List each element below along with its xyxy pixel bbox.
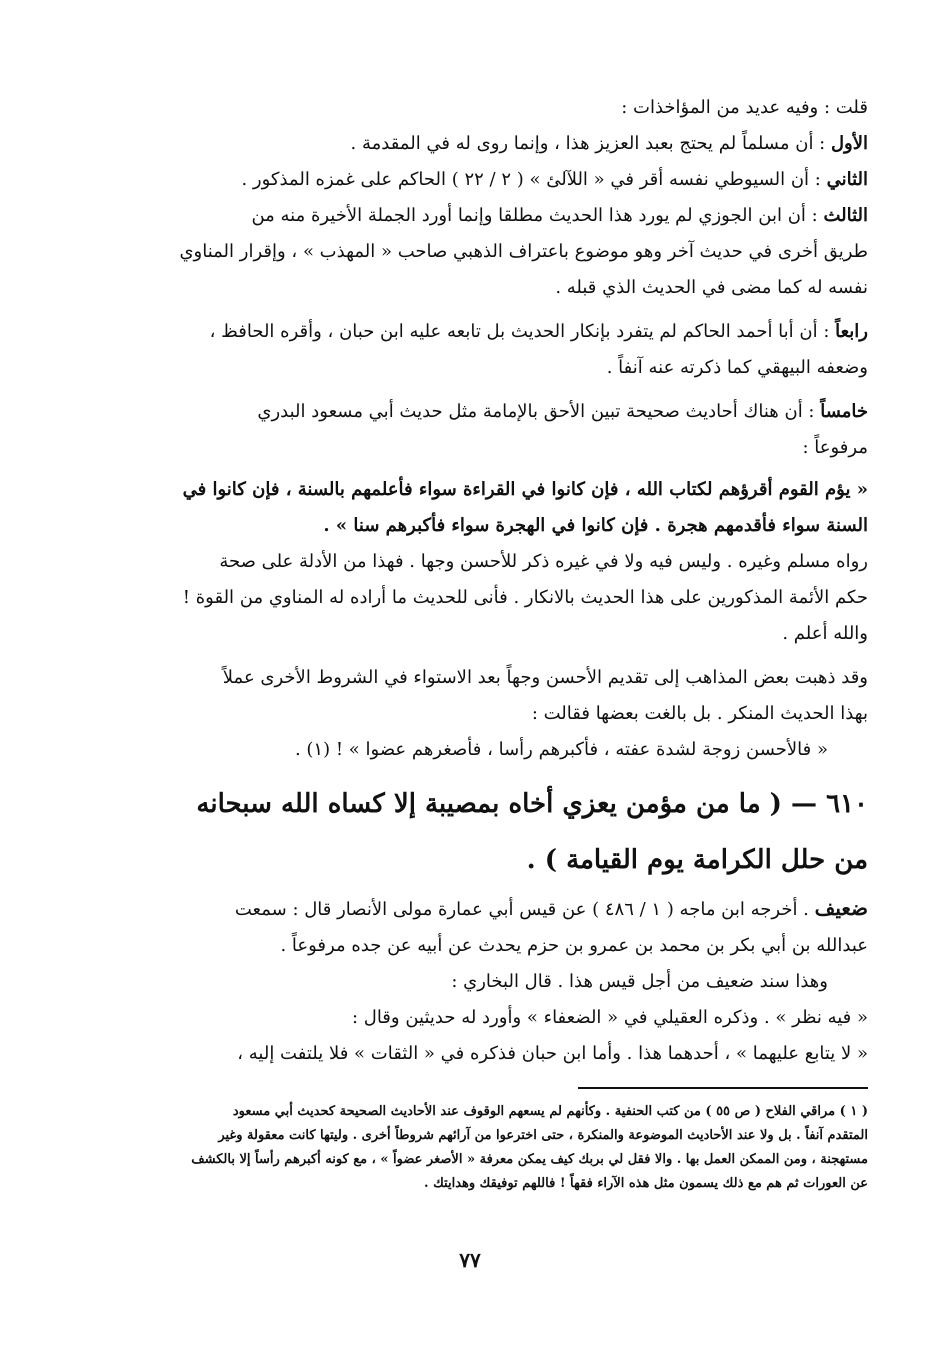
point-third — [72, 198, 868, 306]
footnote-divider — [578, 1087, 868, 1089]
point-label: الأول — [830, 133, 868, 154]
grade-label: ضعيف — [814, 896, 868, 920]
point-label: الثالث — [823, 205, 868, 226]
point-label: خامساً — [820, 401, 868, 422]
heading-line: ٦١٠ — ( ما من مؤمن يعزي أخاه بمصيبة إلا كساه الله سبحانه — [196, 789, 868, 819]
text-line: وقد ذهبت بعض المذاهب إلى تقديم الأحسن وجهاً بعد الاستواء في الشروط الأخرى عملاً — [222, 667, 868, 688]
point-label: الثاني — [826, 169, 868, 190]
point-text: : أن ابن الجوزي لم يورد هذا الحديث مطلقا وإنما أورد الجملة الأخيرة منه من — [251, 205, 824, 226]
page-number: ٧٧ — [459, 1248, 481, 1272]
footnote-line: المتقدم آنفاً . بل ولا عند الأحاديث الموضوعة والمنكرة ، حتى اخترعوا من آرائهم شروطاً أخرى . وليتها كانت معقولة وغير — [218, 1128, 868, 1143]
quote-line: السنة سواء فأقدمهم هجرة . فإن كانوا في الهجرة سواء فأكبرهم سنا » . — [323, 515, 868, 536]
point-text: طريق أخرى في حديث آخر وهو موضوع باعتراف الذهبي صاحب « المهذب » ، وإقرار المناوي — [179, 241, 868, 262]
text-line: بهذا الحديث المنكر . بل بالغت بعضها فقالت : — [531, 703, 868, 724]
text-line: وهذا سند ضعيف من أجل قيس هذا . قال البخاري : — [451, 971, 828, 992]
point-text: نفسه له كما مضى في الحديث الذي قبله . — [555, 277, 868, 298]
text-line: حكم الأئمة المذكورين على هذا الحديث بالانكار . فأنى للحديث ما أراده له المناوي من القوة ! — [182, 587, 868, 608]
point-text: : أن السيوطي نفسه أقر في « اللآلئ » ( ٢ / ٢٢ ) الحاكم على غمزه المذكور . — [241, 169, 827, 190]
point-text: : أن هناك أحاديث صحيحة تبين الأحق بالإمامة مثل حديث أبي مسعود البدري — [257, 401, 821, 422]
analysis-paragraph — [72, 890, 868, 1072]
intro-line: قلت : وفيه عديد من المؤاخذات : — [621, 97, 868, 118]
point-second — [72, 162, 868, 198]
hadith-quote — [72, 472, 868, 544]
text-line: « لا يتابع عليهما » ، أحدهما هذا . وأما ابن حبان فذكره في « الثقات » فلا يلتفت إليه ، — [237, 1043, 868, 1064]
hadith-heading — [72, 776, 868, 888]
paragraph-narration — [72, 544, 868, 652]
point-label: رابعاً — [835, 321, 868, 342]
quote-line: « يؤم القوم أقرؤهم لكتاب الله ، فإن كانوا في القراءة سواء فأعلمهم بالسنة ، فإن كانوا في — [182, 479, 868, 500]
text-line: . أخرجه ابن ماجه ( ١ / ٤٨٦ ) عن قيس أبي عمارة مولى الأنصار قال : سمعت — [234, 899, 815, 920]
point-text: وضعفه البيهقي كما ذكرته عنه آنفاً . — [606, 357, 868, 378]
point-fifth — [72, 394, 868, 466]
text-line: عبدالله بن أبي بكر بن محمد بن عمرو بن حزم يحدث عن أبيه عن جده مرفوعاً . — [280, 935, 868, 956]
paragraph-madhahib — [72, 660, 868, 732]
footnote-line: عن العورات ثم هم مع ذلك يسمون مثل هذه الآراء فقهاً ! فاللهم توفيقك وهدايتك . — [424, 1176, 868, 1191]
text-line: رواه مسلم وغيره . وليس فيه ولا في غيره ذكر للأحسن وجها . فهذا من الأدلة على صحة — [219, 551, 868, 572]
point-first — [72, 126, 868, 162]
heading-line: من حلل الكرامة يوم القيامة ) . — [526, 845, 868, 875]
text-line: « فيه نظر » . وذكره العقيلي في « الضعفاء » وأورد له حديثين وقال : — [351, 1007, 868, 1028]
text-line: والله أعلم . — [782, 623, 868, 644]
point-text: مرفوعاً : — [802, 437, 868, 458]
point-text: : أن أبا أحمد الحاكم لم يتفرد بإنكار الحديث بل تابعه عليه ابن حبان ، وأقره الحافظ ، — [209, 321, 836, 342]
point-fourth — [72, 314, 868, 386]
footnote-line: ( ١ ) مراقي الفلاح ( ص ٥٥ ) من كتب الحنفية . وكأنهم لم يسعهم الوقوف عند الأحاديث الصحيحة كحديث أبي مسعود — [232, 1104, 868, 1119]
footnote — [72, 1100, 868, 1196]
point-text: : أن مسلماً لم يحتج بعبد العزيز هذا ، وإنما روى له في المقدمة . — [350, 133, 831, 154]
footnote-line: مستهجنة ، ومن الممكن العمل بها . والا فقل لي بربك كيف يمكن معرفة « الأصغر عضواً » ، مع كونه أكبرهم رأساً إلا بالكشف — [191, 1152, 868, 1167]
quote-line-footnoted: « فالأحسن زوجة لشدة عفته ، فأكبرهم رأسا ، فأصغرهم عضوا » ! (١) . — [294, 739, 828, 760]
